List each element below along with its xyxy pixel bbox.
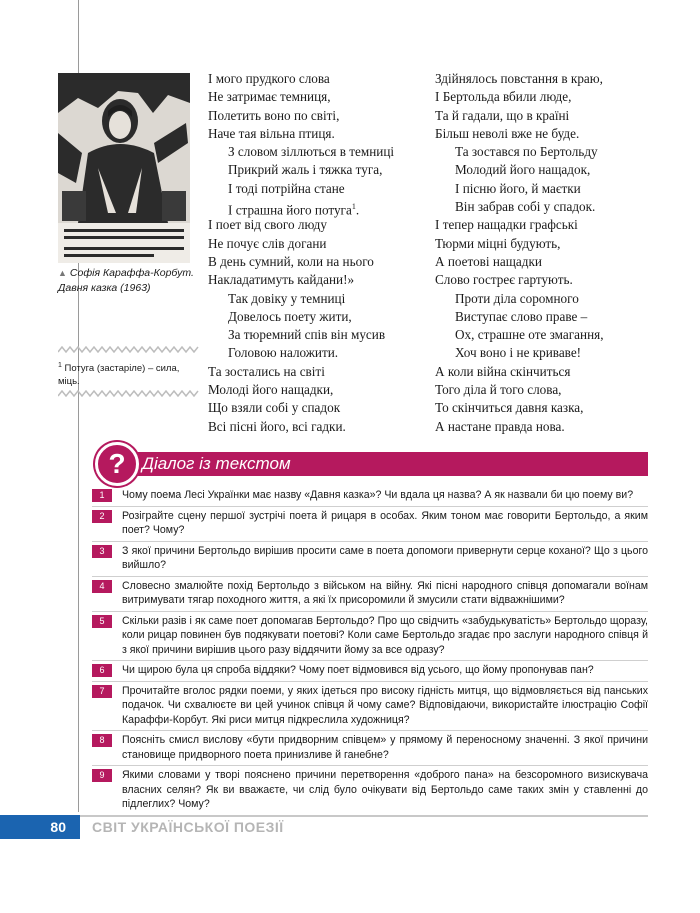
question-number-badge: 3 xyxy=(92,545,112,558)
poem-line xyxy=(208,381,394,399)
question-mark-icon: ? xyxy=(95,442,139,486)
question-item xyxy=(92,682,648,732)
poem-line-text: Та зостались на світі xyxy=(208,363,325,379)
footnote xyxy=(58,359,198,388)
question-item xyxy=(92,731,648,766)
poem-line-text: За тюремний спів він мусив xyxy=(228,327,386,343)
question-item xyxy=(92,661,648,682)
question-number-badge: 7 xyxy=(92,685,112,698)
poem-column-left xyxy=(208,70,394,436)
poem-line-text: Всі пісні його, всі гадки. xyxy=(208,418,346,434)
poem-line-text: Тюрми міцні будують, xyxy=(435,235,561,251)
poem-line-text: Головою наложити. xyxy=(228,345,339,361)
footnote-reference: 1 xyxy=(351,202,356,212)
poem-line xyxy=(435,290,604,308)
poem-line-text: І тоді потрійна стане xyxy=(228,180,345,196)
question-number-badge: 9 xyxy=(92,769,112,782)
poem-line-text: Він забрав собі у спадок. xyxy=(455,199,596,215)
poem-line xyxy=(435,399,604,417)
poem-line-text: І пісню його, й маєтки xyxy=(455,180,581,196)
poem-line-text: Що взяли собі у спадок xyxy=(208,400,341,416)
question-number-badge: 6 xyxy=(92,664,112,677)
dialog-title: Діалог із текстом xyxy=(142,454,291,473)
poem-line xyxy=(435,308,604,326)
question-item xyxy=(92,507,648,542)
question-number-badge: 2 xyxy=(92,510,112,523)
poem-line-text: То скінчиться давня казка, xyxy=(435,400,584,416)
poem-line-text: І страшна його потуга xyxy=(228,202,352,218)
poem-line xyxy=(208,271,394,289)
poem-line xyxy=(208,253,394,271)
poem-line-text: А коли війна скінчиться xyxy=(435,363,571,379)
poem-line-text: Здійнялось повстання в краю, xyxy=(435,71,603,86)
poem-line xyxy=(208,161,394,179)
poem-line xyxy=(435,125,604,143)
poem-line-text: Виступає слово праве – xyxy=(455,308,588,324)
poem-line xyxy=(208,70,394,88)
poem-line xyxy=(435,418,604,436)
poem-line-text: А поетові нащадки xyxy=(435,253,542,269)
poem-line xyxy=(208,308,394,326)
question-item xyxy=(92,612,648,662)
question-item xyxy=(92,486,648,507)
poem-line xyxy=(208,344,394,362)
question-text: Якими словами у творі пояснено причини перетворення «доброго пана» на безсоромного визискувача власних селян? Як ви вважаєте, чи слід було очікувати від Бертольдо саме таких змін у ставленні до підлеглих? Чому? xyxy=(122,769,648,810)
poem-line-punctuation: . xyxy=(355,202,360,218)
question-text: З якої причини Бертольдо вирішив просити саме в поета допомоги привернути серце коханої? Що з цього вийшло? xyxy=(122,544,648,571)
question-text: Чи щирою була ця спроба віддяки? Чому поет відмовився від усього, що йому пропонував пан? xyxy=(122,664,594,676)
question-text: Чому поема Лесі Українки має назву «Давня казка»? Чи вдала ця назва? А як назвали би цю поему ви? xyxy=(122,489,634,501)
poem-line-text: Накладатимуть кайдани!» xyxy=(208,272,355,288)
poem-line-text: І поет від свого люду xyxy=(208,217,327,233)
question-item xyxy=(92,577,648,612)
poem-line-text: Молоді його нащадки, xyxy=(208,382,334,398)
poem-line xyxy=(208,198,394,216)
poem-line xyxy=(435,235,604,253)
zigzag-divider-top xyxy=(58,346,200,353)
poem-line xyxy=(435,216,604,234)
poem-line xyxy=(208,180,394,198)
footnote-mark: 1 xyxy=(58,362,62,369)
page-number: 80 xyxy=(50,819,66,835)
question-text: Скільки разів і як саме поет допомагав Бертольдо? Про що свідчить «забудькуватість» Бертольдо щоразу, коли рицар повинен був подякувати поетові? Коли саме Бертольдо згадає про заслуги народного співця й з якої причини вирішив цього разу віддячити йому за все одразу? xyxy=(122,614,648,656)
poem-line-text: Хоч воно і не криваве! xyxy=(455,345,582,361)
figure-caption-text: Софія Караффа-Корбут. Давня казка (1963) xyxy=(58,267,194,294)
poem-line xyxy=(435,88,604,106)
poem-line xyxy=(435,107,604,125)
poem-line xyxy=(208,418,394,436)
poem-line-text: Та зостався по Бертольду xyxy=(455,144,598,160)
poem-line xyxy=(435,180,604,198)
poem-line-text: І мого прудкого слова xyxy=(208,71,330,86)
poem-line xyxy=(208,107,394,125)
poem-line xyxy=(208,88,394,106)
poem-line-text: А настане правда нова. xyxy=(435,418,565,434)
question-number-badge: 5 xyxy=(92,615,112,628)
poem-line xyxy=(435,381,604,399)
poem-line xyxy=(208,235,394,253)
poem-line-text: Не затримає темниця, xyxy=(208,89,331,105)
poem-line-text: Наче тая вільна птиця. xyxy=(208,125,335,141)
poem-line-text: Так довіку у темниці xyxy=(228,290,346,306)
poem-line xyxy=(435,363,604,381)
poem-line xyxy=(435,253,604,271)
question-list xyxy=(92,486,648,816)
triangle-bullet-icon: ▲ xyxy=(58,268,67,278)
question-number-badge: 4 xyxy=(92,580,112,593)
poem-line-text: З словом зіллються в темниці xyxy=(228,144,395,160)
woodcut-picture xyxy=(58,73,190,263)
poem-line xyxy=(208,216,394,234)
poem-line-text: Молодий його нащадок, xyxy=(455,162,591,178)
poem-line xyxy=(435,161,604,179)
question-text: Розіграйте сцену першої зустрічі поета й рицаря в особах. Яким тоном має говорити Бертольдо, а яким поет? Чому? xyxy=(122,509,648,536)
figure-caption xyxy=(58,266,198,296)
poem-line xyxy=(208,399,394,417)
poem-line-text: Проти діла соромного xyxy=(455,290,579,306)
question-text: Прочитайте вголос рядки поеми, у яких ідеться про високу гідність митця, що відмовляється від панських подачок. Чи схвалюєте ви цей учинок співця й чому саме? Відповідаючи, використайте ілюстрацію Софії Караффи-Корбут. Які риси митця підкреслила художниця? xyxy=(122,684,648,726)
poem-line-text: Не почує слів догани xyxy=(208,235,327,251)
poem-line xyxy=(208,326,394,344)
poem-line-text: Та й гадали, що в країні xyxy=(435,107,570,123)
question-item xyxy=(92,542,648,577)
poem-line-text: Полетить воно по світі, xyxy=(208,107,340,123)
poem-line-text: І Бертольда вбили люде, xyxy=(435,89,572,105)
poem-line-text: Більш неволі вже не буде. xyxy=(435,125,580,141)
poem-line xyxy=(208,290,394,308)
poem-line-text: Ох, страшне оте змагання, xyxy=(455,327,604,343)
poem-line-text: Того діла й того слова, xyxy=(435,382,562,398)
poem-line xyxy=(208,143,394,161)
poem-line xyxy=(435,326,604,344)
illustration-woodcut xyxy=(58,73,190,263)
poem-line xyxy=(208,363,394,381)
footer-section-title: СВІТ УКРАЇНСЬКОЇ ПОЕЗІЇ xyxy=(92,819,284,835)
question-item xyxy=(92,766,648,816)
poem-line xyxy=(435,344,604,362)
poem-line xyxy=(208,125,394,143)
poem-line-text: Прикрий жаль і тяжка туга, xyxy=(228,162,383,178)
poem-line xyxy=(435,70,604,88)
question-number-badge: 8 xyxy=(92,734,112,747)
question-number-badge: 1 xyxy=(92,489,112,502)
poem-line xyxy=(435,143,604,161)
poem-line-text: В день сумний, коли на нього xyxy=(208,253,374,269)
footnote-text: Потуга (застаріле) – сила, міць. xyxy=(58,363,180,388)
zigzag-divider-bottom xyxy=(58,390,200,397)
poem-line-text: Слово гостреє гартують. xyxy=(435,272,573,288)
poem-column-right xyxy=(435,70,604,436)
question-text: Поясніть смисл вислову «бути придворним співцем» у прямому й переносному значенні. З якої причини становище придворного поета принизливе й ганебне? xyxy=(122,734,648,761)
poem-line-text: Довелось поету жити, xyxy=(228,308,352,324)
poem-line xyxy=(435,198,604,216)
poem-line-text: І тепер нащадки графські xyxy=(435,217,578,233)
question-text: Словесно змалюйте похід Бертольдо з військом на війну. Які пісні народного співця допомагали воїнам витримувати тягар походного життя, а які їх присоромили й змусили стати відважнішими? xyxy=(122,579,648,606)
poem-line xyxy=(435,271,604,289)
